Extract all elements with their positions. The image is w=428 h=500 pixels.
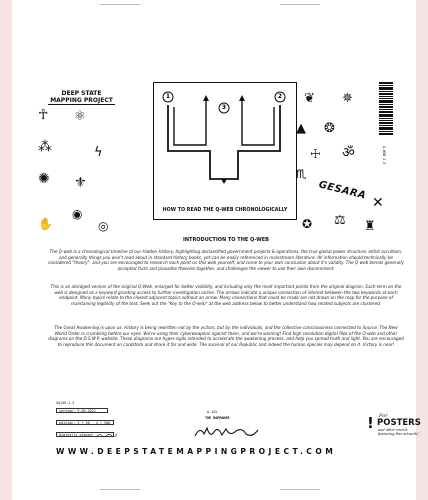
page-title	[34, 90, 129, 105]
atom-icon: ⚛	[74, 109, 86, 124]
crop-mark	[280, 489, 320, 490]
q-web-reading-diagram	[153, 82, 297, 220]
document-page	[12, 0, 421, 500]
intro-paragraph-1: The Q-web is a chronological timeline of our Hidden History, highlighting declassified government projects & operations, the true global power structure, elitist occultism, and generally things you won't read about in standard history books, yet can be easily referenced in mainstream literature. All information should technically be considered "theory", and you are encouraged to research each point on this web yourself, and come to your own conclusion about it's validity. The Q-web blends generally accepted facts and plausible theories together, and challenges the viewer to use their own discernment.	[48, 249, 404, 271]
compass-icon: ✵	[342, 91, 353, 106]
intro-paragraph-3: The Great Awakening is upon us. History is being rewritten not by the victors, but by the individuals, and the collective consciousness connected to Source. The New World Order is crumbling before our eyes. We're using their cyberweapons against them, and we're winning! Find high resolution digital files of the Q-web and other diagrams on the D.S.M.P. website. These diagrams are hyper-sigils intended to accelerate the awakening process, and help you spread truth and light. You are encouraged to reproduce this document on cardstock and share it far and wide. The survival of our Republic and indeed the human species may depend on it. Victory is near!	[48, 325, 404, 347]
intro-paragraph-2: This is an abridged version of the original Q-Web, enlarged for better visibility, and including only the most important points from the original diagram. Each term on the web is designed as a keyword granting access to further investigation online. The arrows indicate a unique connection of interest between the two keywords at each endpoint. Many topics relate to the closest adjacent topics without an arrow. Many connections that could be made are not drawn on the map for the purpose of maintaining legibility of the text. Seek out the "Key to the Q-web" at the web address below to better understand how related subjects are clustered.	[50, 284, 402, 306]
brain-icon: ❂	[324, 121, 335, 136]
om-icon: ॐ	[342, 145, 355, 161]
crop-mark	[280, 4, 320, 5]
justice-scales-icon: ⚖	[334, 213, 346, 228]
signed-label: digitally signed:	[59, 433, 94, 437]
cross-icon: ☩	[310, 147, 321, 161]
statue-icon: ♜	[364, 219, 376, 234]
hand-icon: ✋	[38, 217, 53, 231]
posters-subtext: and other merch featuring this artwork!	[378, 428, 419, 436]
step-marker-2: 2	[277, 93, 283, 100]
exclamation-icon: !	[367, 414, 374, 432]
ankh-icon: ☥	[38, 107, 49, 123]
tree-icon: ❦	[304, 91, 315, 106]
small-signature	[96, 433, 118, 437]
step-marker-1: 1	[165, 93, 171, 100]
barcode-label: Q-WEB 2.5	[382, 146, 386, 165]
ring-icon: ◎	[98, 219, 109, 233]
star-badge-icon: ✪	[302, 217, 313, 231]
website-url[interactable]: WWW.DEEPSTATEMAPPINGPROJECT.COM	[56, 447, 337, 456]
signature-id: A-145	[207, 410, 218, 414]
cluster-icon: ⁂	[38, 139, 52, 155]
eye-icon: ◉	[72, 207, 83, 221]
version-code: VQ159-2.5	[56, 401, 75, 405]
title-line-2: MAPPING PROJECT	[50, 97, 113, 104]
fleur-de-lis-icon: ⚜	[74, 175, 87, 191]
poster-for-label: For	[379, 413, 388, 419]
gesara-logo: GESARA	[317, 179, 368, 202]
posters-label: POSTERS	[377, 418, 421, 428]
step-marker-3: 3	[221, 104, 227, 111]
edition-box: edition: 5 * 30 _ 4 / 300	[56, 420, 114, 425]
digital-signature-box	[56, 432, 114, 437]
x-mark-icon: ✕	[372, 195, 384, 211]
medallion-icon: ✺	[38, 171, 50, 187]
intro-heading: INTRODUCTION TO THE Q-WEB	[183, 237, 269, 243]
lightning-icon: ϟ	[94, 145, 103, 160]
title-line-1: DEEP STATE	[61, 90, 102, 97]
mapmaker-signature	[192, 424, 262, 442]
diagram-caption: HOW TO READ THE Q-WEB CHRONOLOGICALLY	[162, 208, 288, 213]
scorpion-icon: ♏	[296, 167, 307, 181]
eye-triangle-icon: ▲	[296, 121, 306, 136]
signature-name: THE MAPMAKER	[205, 416, 230, 420]
version-date-box: version: 9.05.2022	[56, 408, 108, 413]
crop-mark	[100, 4, 140, 5]
barcode	[379, 82, 393, 144]
crop-mark	[100, 489, 140, 490]
